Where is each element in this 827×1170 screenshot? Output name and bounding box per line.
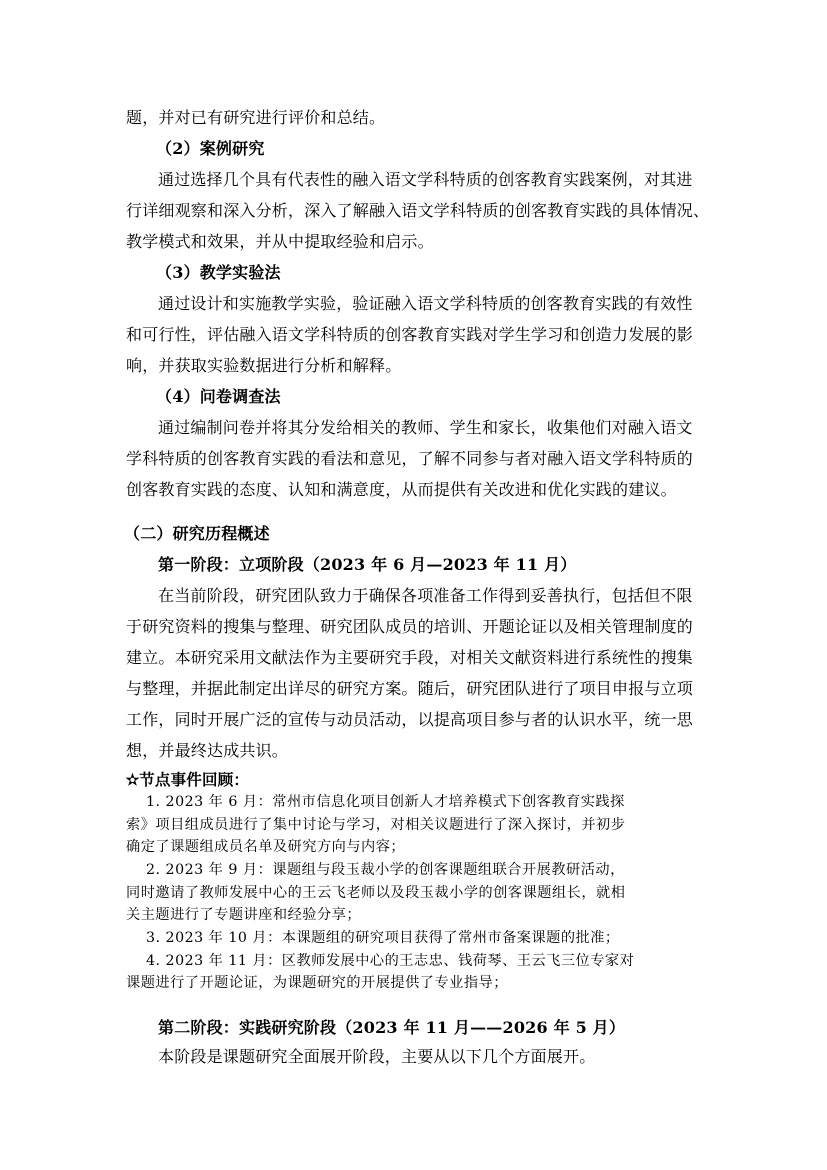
stage2-line: 本阶段是课题研究全面展开阶段，主要从以下几个方面展开。 [158,1047,596,1066]
event-line: 确定了课题组成员名单及研究方向与内容； [126,839,406,855]
case-study-line: 行详细观察和深入分析，深入了解融入语文学科特质的创客教育实践的具体情况、 [126,201,710,220]
case-study-line: 教学模式和效果，并从中提取经验和启示。 [126,232,434,251]
experiment-line: 和可行性，评估融入语文学科特质的创客教育实践对学生学习和创造力发展的影 [126,325,694,344]
experiment-heading: （3）教学实验法 [156,263,281,282]
carry-over-line: 题，并对已有研究进行评价和总结。 [126,108,386,127]
stage1-heading: 第一阶段：立项阶段（2023 年 6 月—2023 年 11 月） [158,555,577,574]
stage1-line: 于研究资料的搜集与整理、研究团队成员的培训、开题论证以及相关管理制度的 [126,617,694,636]
experiment-line: 响，并获取实验数据进行分析和解释。 [126,356,402,375]
event-line: 课题进行了开题论证，为课题研究的开展提供了专业指导； [126,975,508,991]
stage1-line: 在当前阶段，研究团队致力于确保各项准备工作得到妥善执行，包括但不限 [158,586,693,605]
stage1-line: 想，并最终达成共识。 [126,741,289,760]
event-line: 4. 2023 年 11 月：区教师发展中心的王志忠、钱荷琴、王云飞三位专家对 [146,953,635,969]
survey-line: 创客教育实践的态度、认知和满意度，从而提供有关改进和优化实践的建议。 [126,480,677,499]
event-line: 同时邀请了教师发展中心的王云飞老师以及段玉裁小学的创客课题组长，就相 [126,885,626,901]
experiment-line: 通过设计和实施教学实验，验证融入语文学科特质的创客教育实践的有效性 [158,294,693,313]
event-line: 1. 2023 年 6 月：常州市信息化项目创新人才培养模式下创客教育实践探 [146,794,625,810]
case-study-line: 通过选择几个具有代表性的融入语文学科特质的创客教育实践案例，对其进 [158,170,693,189]
survey-line: 通过编制问卷并将其分发给相关的教师、学生和家长，收集他们对融入语文 [158,418,693,437]
stage1-line: 与整理，并据此制定出详尽的研究方案。随后，研究团队进行了项目申报与立项 [126,679,694,698]
event-line: 索》项目组成员进行了集中讨论与学习，对相关议题进行了深入探讨，并初步 [126,817,626,833]
event-line: 关主题进行了专题讲座和经验分享； [126,907,362,923]
stage1-line: 建立。本研究采用文献法作为主要研究手段，对相关文献资料进行系统性的搜集 [126,648,694,667]
events-heading: ✫节点事件回顾： [126,770,250,789]
case-study-heading: （2）案例研究 [156,139,265,158]
survey-line: 学科特质的创客教育实践的看法和意见，了解不同参与者对融入语文学科特质的 [126,449,694,468]
section-heading: （二）研究历程概述 [124,524,270,543]
event-line: 3. 2023 年 10 月：本课题组的研究项目获得了常州市备案课题的批准； [146,930,620,946]
survey-heading: （4）问卷调查法 [156,387,281,406]
stage2-heading: 第二阶段：实践研究阶段（2023 年 11 月——2026 年 5 月） [158,1018,626,1037]
stage1-line: 工作，同时开展广泛的宣传与动员活动，以提高项目参与者的认识水平，统一思 [126,710,694,729]
event-line: 2. 2023 年 9 月：课题组与段玉裁小学的创客课题组联合开展教研活动， [146,862,625,878]
